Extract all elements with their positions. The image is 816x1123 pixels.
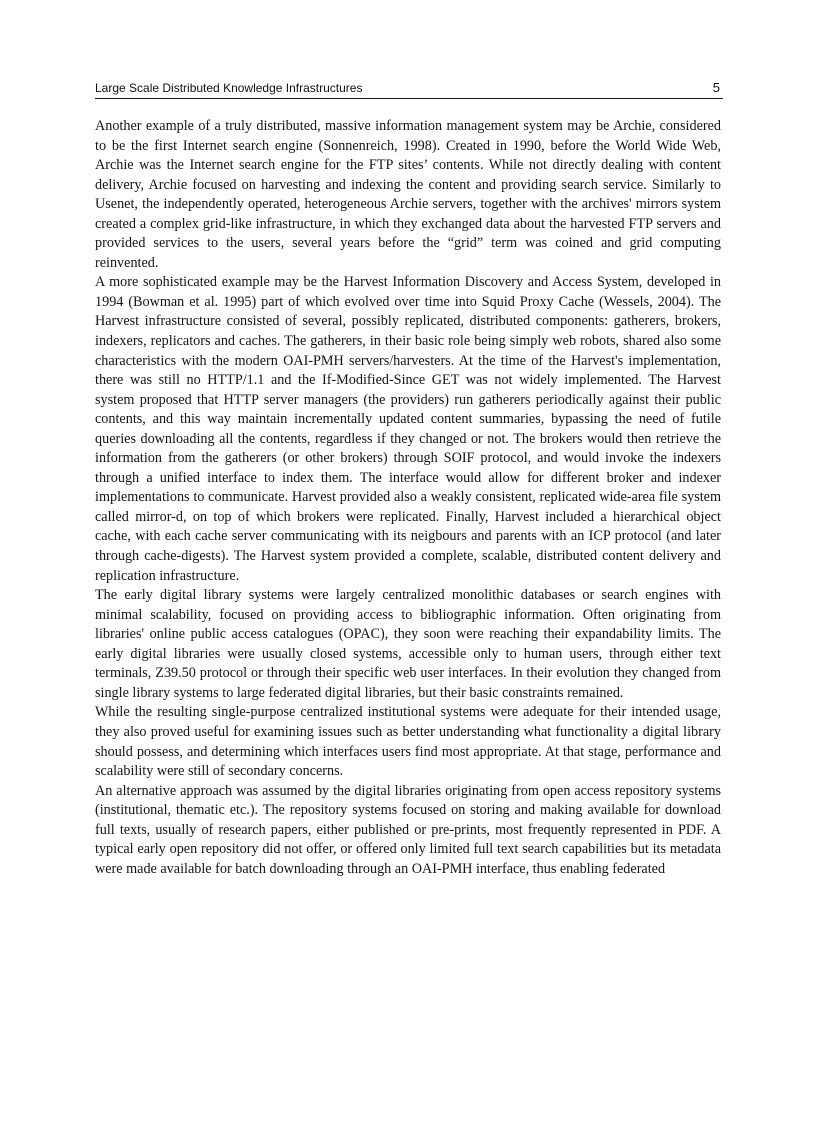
- paragraph-archie: Another example of a truly distributed, massive information management system may be Archie, considered to be the first Internet search engine (Sonnenreich, 1998). Created in 1990, before the World Wide Web, Archie was the Internet search engine for the FTP sites’ contents. While not directly dealing with content delivery, Archie focused on harvesting and indexing the content and providing search service. Similarly to Usenet, the independently operated, heterogeneous Archie servers, together with the archives' mirrors system created a complex grid-like infrastructure, in which they exchanged data about the harvested FTP servers and provided services to the users, several years before the “grid” term was coined and grid computing reinvented.: [95, 118, 721, 271]
- paragraph-harvest: A more sophisticated example may be the Harvest Information Discovery and Access System, developed in 1994 (Bowman et al. 1995) part of which evolved over time into Squid Proxy Cache (Wessels, 2004). The Harvest infrastructure consisted of several, possibly replicated, distributed components: gatherers, brokers, indexers, replicators and caches. The gatherers, in their basic role being simply web robots, shared also some characteristics with the modern OAI-PMH servers/harvesters. At the time of the Harvest's implementation, there was still no HTTP/1.1 and the If-Modified-Since GET was not widely implemented. The Harvest system proposed that HTTP server managers (the providers) run gatherers periodically against their public contents, and this way maintain incrementally updated content summaries, bypassing the need of futile queries downloading all the contents, regardless if they changed or not. The brokers would then retrieve the information from the gatherers (or other brokers) through SOIF protocol, and would invoke the indexers through a unified interface to index them. The interface would allow for different broker and indexer implementations to communicate. Harvest provided also a weakly consistent, replicated wide-area file system called mirror-d, on top of which brokers were replicated. Finally, Harvest included a hierarchical object cache, with each cache server communicating with its neigbours and parents with an ICP protocol (and later through cache-digests). The Harvest system provided a complete, scalable, distributed content delivery and replication infrastructure.: [95, 274, 721, 584]
- running-header: [95, 80, 723, 99]
- paragraph-centralized-systems: While the resulting single-purpose centralized institutional systems were adequate for their intended usage, they also proved useful for examining issues such as better understanding what functionality a digital library should possess, and determining which interfaces users find most appropriate. At that stage, performance and scalability were still of secondary concerns.: [95, 704, 721, 780]
- body-text: [95, 117, 721, 879]
- page-number: 5: [712, 80, 720, 95]
- paragraph-early-digital-libraries: The early digital library systems were largely centralized monolithic databases or search engines with minimal scalability, focused on providing access to bibliographic information. Often originating from libraries' online public access catalogues (OPAC), they soon were reaching their expandability limits. The early digital libraries were usually closed systems, accessible only to human users, through either text terminals, Z39.50 protocol or through their specific web user interfaces. In their evolution they changed from single library systems to large federated digital libraries, but their basic constraints remained.: [95, 587, 721, 701]
- paragraph-open-access-repositories: An alternative approach was assumed by the digital libraries originating from open access repository systems (institutional, thematic etc.). The repository systems focused on storing and making available for download full texts, usually of research papers, either published or pre-prints, most frequently represented in PDF. A typical early open repository did not offer, or offered only limited full text search capabilities but its metadata were made available for batch downloading through an OAI-PMH interface, thus enabling federated: [95, 782, 721, 877]
- running-header-title: Large Scale Distributed Knowledge Infrastructures: [95, 81, 363, 95]
